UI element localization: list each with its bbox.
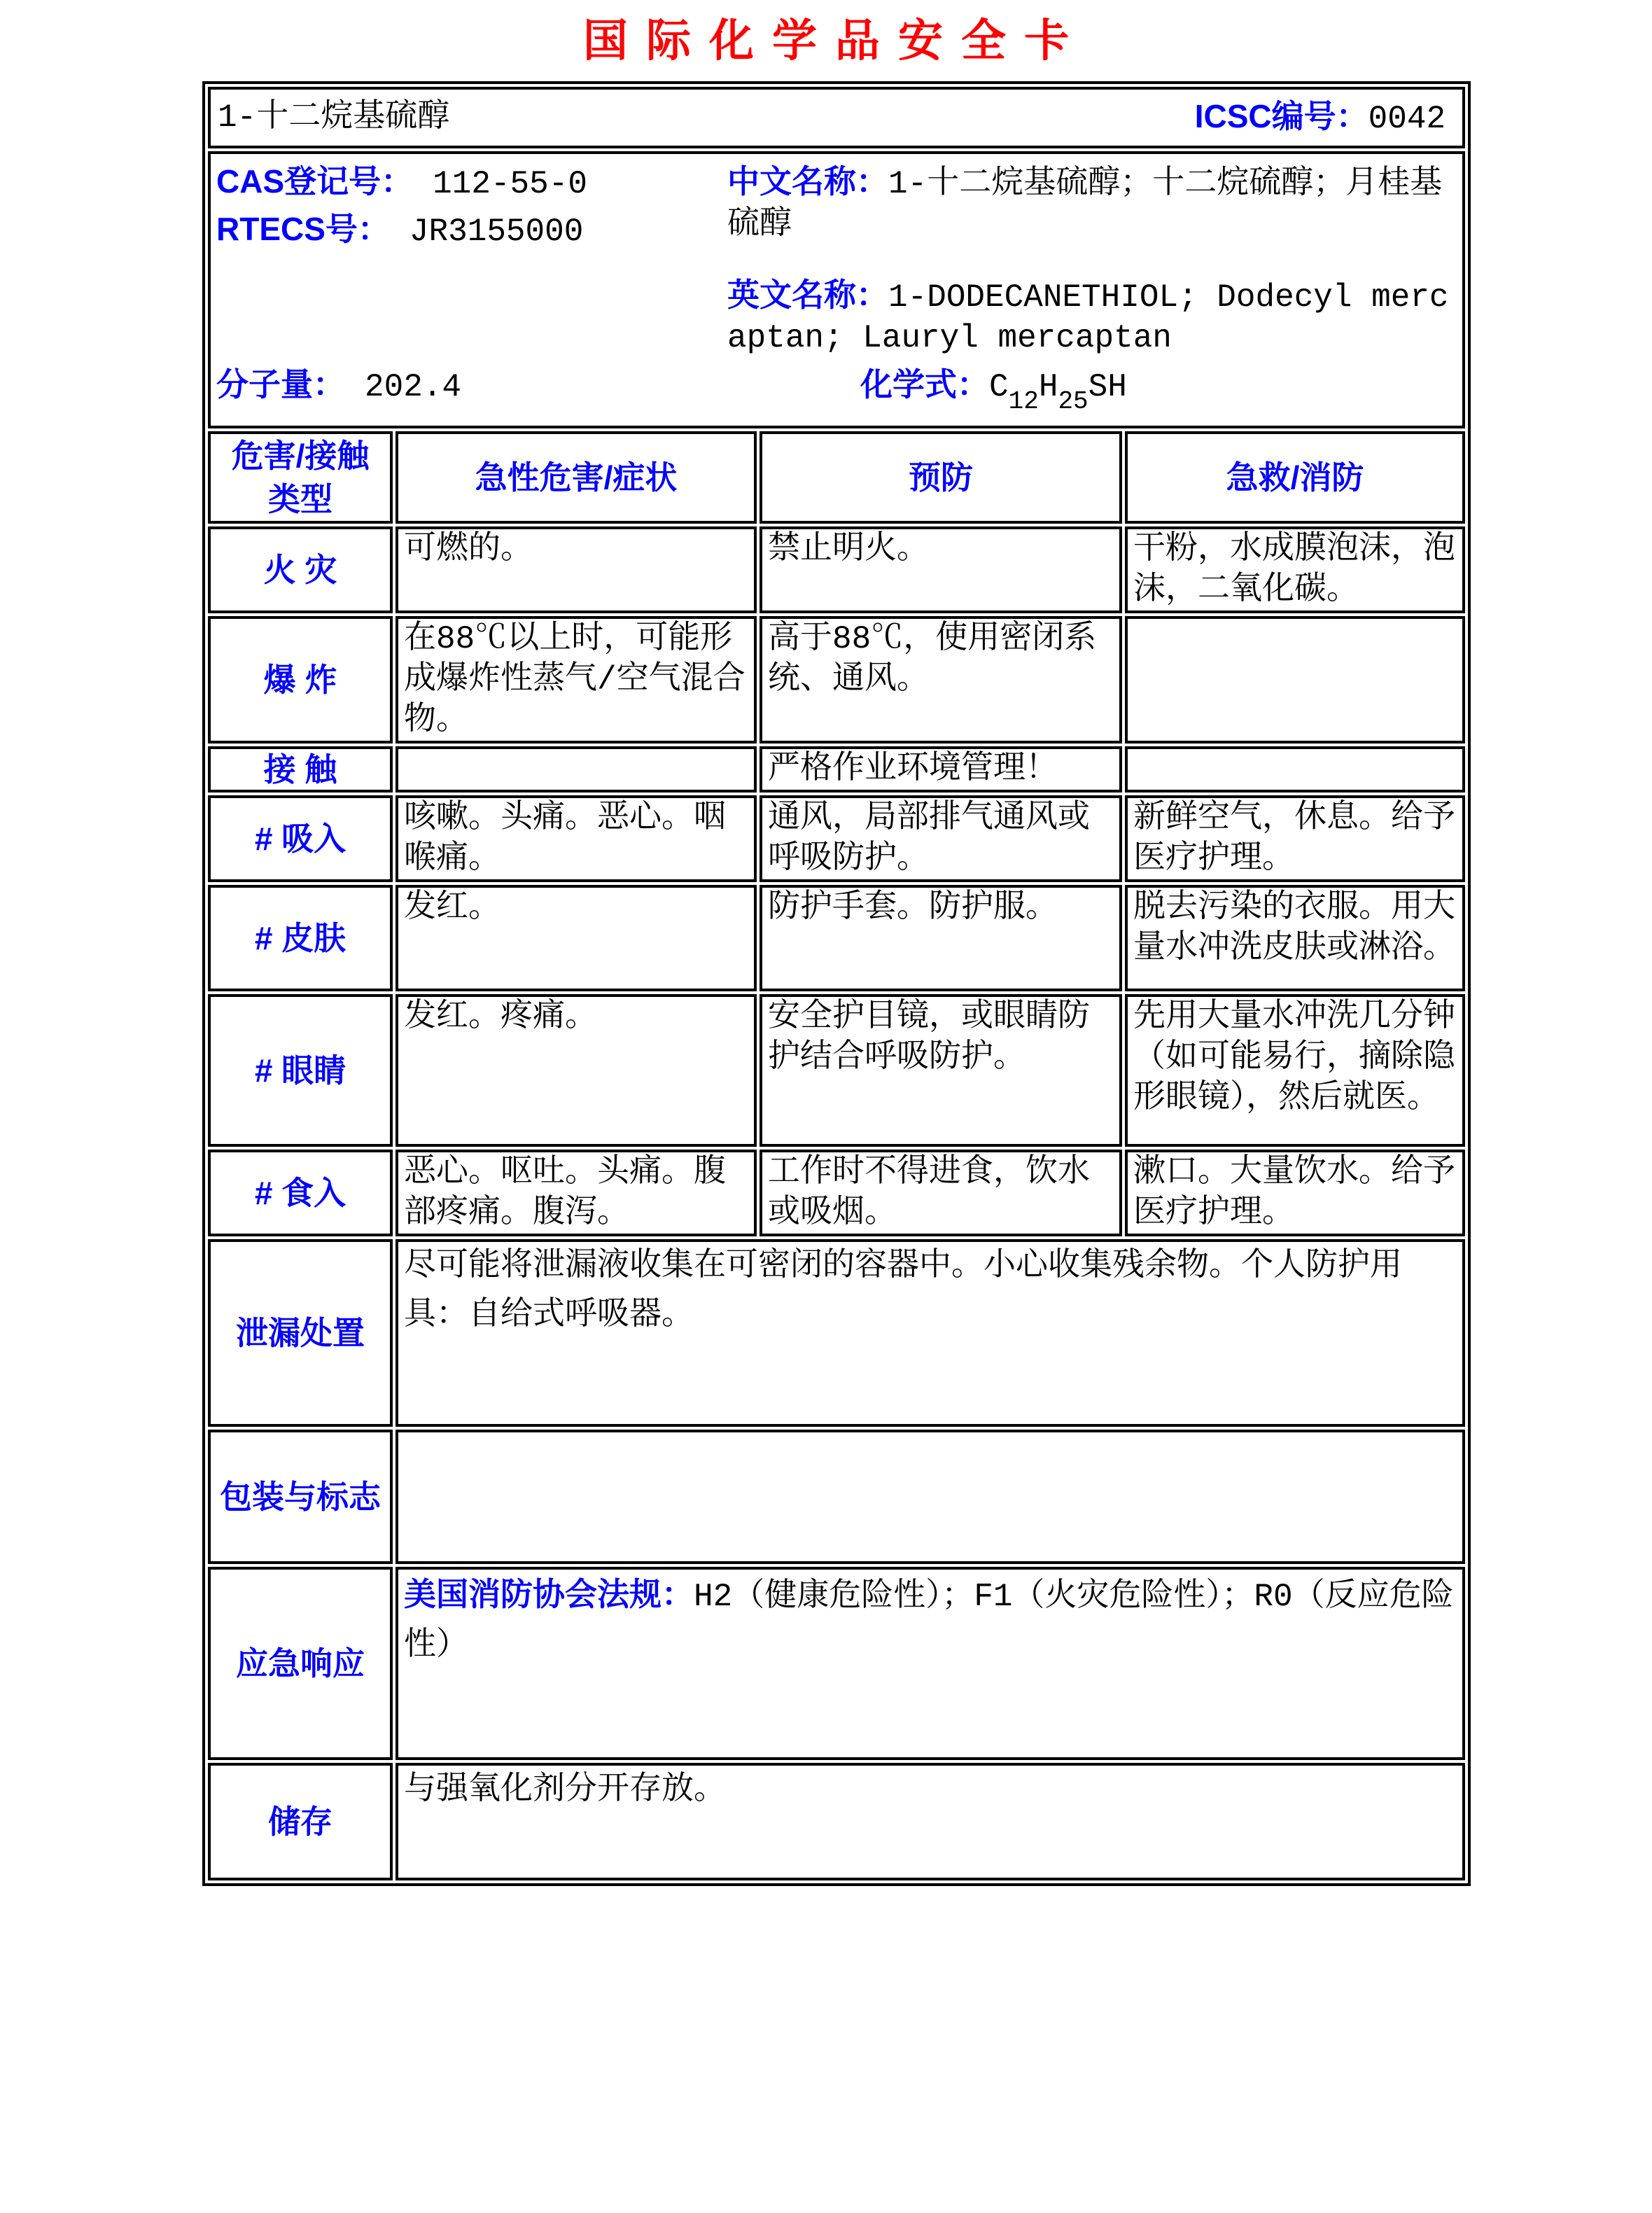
hazard-header-row <box>208 431 1465 524</box>
icsc-number-group <box>1195 96 1457 139</box>
inhalation-label: # 吸入 <box>208 795 393 882</box>
explosion-label: 爆 炸 <box>208 616 393 744</box>
explosion-row <box>208 616 1465 744</box>
skin-symptoms: 发红。 <box>396 885 757 991</box>
molecular-weight-value: 202.4 <box>365 369 462 405</box>
nfpa-label: 美国消防协会法规： <box>404 1576 694 1612</box>
fire-label: 火 灾 <box>208 526 393 613</box>
registry-names-cell <box>208 151 1465 428</box>
chemical-name: 1-十二烷基硫醇 <box>218 99 450 136</box>
english-name-line <box>727 274 1457 358</box>
packaging-text <box>396 1430 1465 1564</box>
eyes-row <box>208 994 1465 1147</box>
english-name-label: 英文名称： <box>727 277 888 313</box>
header-hazard-type-line1: 危害/接触 <box>231 438 370 474</box>
inhalation-symptoms: 咳嗽。头痛。恶心。咽喉痛。 <box>396 795 757 882</box>
spillage-row <box>208 1239 1465 1427</box>
emergency-text-cell <box>396 1567 1465 1760</box>
registry-names-row <box>208 151 1465 428</box>
fire-firstaid: 干粉，水成膜泡沫，泡沫，二氧化碳。 <box>1125 526 1465 613</box>
spillage-label: 泄漏处置 <box>208 1239 393 1427</box>
english-name-value: 1-DODECANETHIOL; Dodecyl mercaptan; Lauryl mercaptan <box>727 279 1449 356</box>
formula-sh: SH <box>1088 369 1127 405</box>
chinese-name-line <box>727 161 1457 245</box>
icsc-number-label: ICSC编号： <box>1194 98 1368 134</box>
chemical-formula-value <box>989 369 1127 416</box>
inhalation-firstaid: 新鲜空气，休息。给予医疗护理。 <box>1125 795 1465 882</box>
rtecs-number: JR3155000 <box>409 214 584 250</box>
skin-label: # 皮肤 <box>208 885 393 991</box>
formula-sub-12: 12 <box>1008 387 1039 416</box>
header-acute-hazards: 急性危害/症状 <box>396 431 757 524</box>
eyes-firstaid: 先用大量水冲洗几分钟（如可能易行，摘除隐形眼镜），然后就医。 <box>1125 994 1465 1147</box>
storage-text: 与强氧化剂分开存放。 <box>396 1763 1465 1880</box>
fire-row <box>208 526 1465 613</box>
inhalation-row <box>208 795 1465 882</box>
formula-c: C <box>989 369 1009 405</box>
ingestion-prevention: 工作时不得进食，饮水或吸烟。 <box>760 1150 1122 1236</box>
cas-number: 112-55-0 <box>433 166 587 202</box>
explosion-firstaid <box>1125 616 1465 744</box>
cas-line <box>216 161 727 204</box>
exposure-prevention: 严格作业环境管理！ <box>760 746 1122 793</box>
molecular-weight-line <box>216 364 727 407</box>
icsc-card-table <box>202 81 1471 1886</box>
packaging-label: 包装与标志 <box>208 1430 393 1564</box>
ingestion-row <box>208 1150 1465 1236</box>
chemical-formula-label: 化学式： <box>860 366 989 403</box>
skin-prevention: 防护手套。防护服。 <box>760 885 1122 991</box>
chemical-formula-line <box>727 364 1457 416</box>
packaging-row <box>208 1430 1465 1564</box>
header-hazard-type-line2: 类型 <box>268 481 332 517</box>
chinese-name-label: 中文名称： <box>727 163 888 200</box>
header-first-aid: 急救/消防 <box>1125 431 1465 524</box>
explosion-prevention: 高于88℃，使用密闭系统、通风。 <box>760 616 1122 744</box>
header-hazard-type <box>208 431 393 524</box>
ingestion-symptoms: 恶心。呕吐。头痛。腹部疼痛。腹泻。 <box>396 1150 757 1236</box>
chemical-names <box>727 161 1457 364</box>
page-title: 国际化学品安全卡 <box>583 15 1087 66</box>
spillage-text: 尽可能将泄漏液收集在可密闭的容器中。小心收集残余物。个人防护用具：自给式呼吸器。 <box>396 1239 1465 1427</box>
inhalation-prevention: 通风，局部排气通风或呼吸防护。 <box>760 795 1122 882</box>
explosion-symptoms: 在88℃以上时，可能形成爆炸性蒸气/空气混合物。 <box>396 616 757 744</box>
identification-row <box>208 87 1465 148</box>
formula-sub-25: 25 <box>1058 387 1088 416</box>
header-prevention: 预防 <box>760 431 1122 524</box>
eyes-symptoms: 发红。疼痛。 <box>396 994 757 1147</box>
emergency-label: 应急响应 <box>208 1567 393 1760</box>
molecular-weight-label: 分子量： <box>216 366 345 403</box>
rtecs-line <box>216 209 727 252</box>
skin-row <box>208 885 1465 991</box>
exposure-symptoms <box>396 746 757 793</box>
storage-row <box>208 1763 1465 1880</box>
cas-label: CAS登记号： <box>216 163 414 200</box>
eyes-prevention: 安全护目镜，或眼睛防护结合呼吸防护。 <box>760 994 1122 1147</box>
ingestion-firstaid: 漱口。大量饮水。给予医疗护理。 <box>1125 1150 1465 1236</box>
exposure-row <box>208 746 1465 793</box>
fire-prevention: 禁止明火。 <box>760 526 1122 613</box>
formula-h: H <box>1038 369 1058 405</box>
icsc-number-value: 0042 <box>1368 101 1446 137</box>
registry-numbers <box>216 161 727 364</box>
skin-firstaid: 脱去污染的衣服。用大量水冲洗皮肤或淋浴。 <box>1125 885 1465 991</box>
nfpa-codes: H2（健康危险性）；F1（火灾危险性）；R0（反应危险性） <box>404 1579 1454 1664</box>
exposure-label: 接 触 <box>208 746 393 793</box>
storage-label: 储存 <box>208 1763 393 1880</box>
ingestion-label: # 食入 <box>208 1150 393 1236</box>
rtecs-label: RTECS号： <box>216 211 390 247</box>
exposure-firstaid <box>1125 746 1465 793</box>
fire-symptoms: 可燃的。 <box>396 526 757 613</box>
identification-cell <box>208 87 1465 148</box>
chinese-name-value: 1-十二烷基硫醇；十二烷硫醇；月桂基硫醇 <box>727 166 1443 243</box>
emergency-row <box>208 1567 1465 1760</box>
eyes-label: # 眼睛 <box>208 994 393 1147</box>
